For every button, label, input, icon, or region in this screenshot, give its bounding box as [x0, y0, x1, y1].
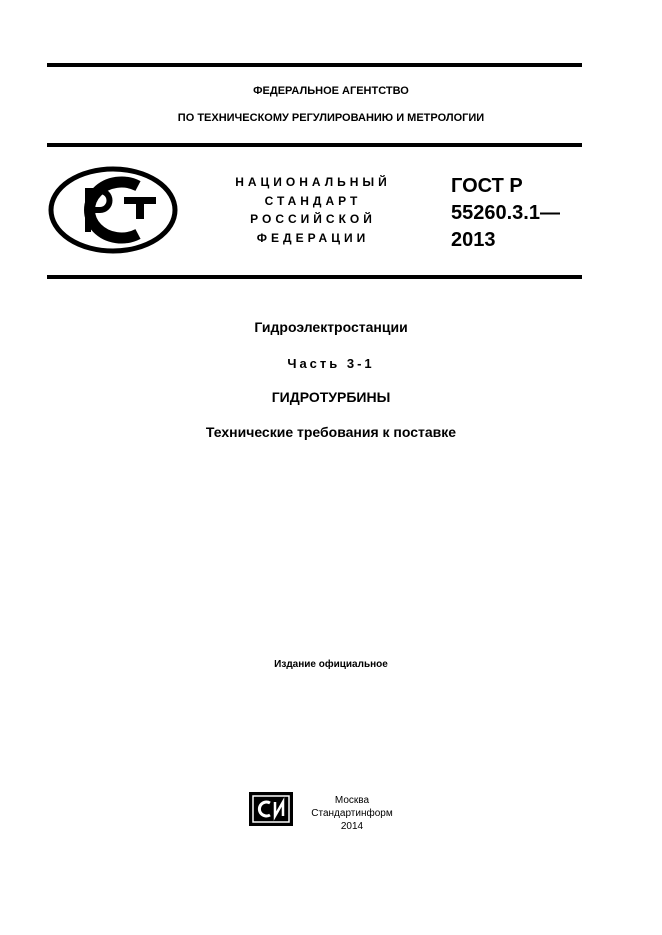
rst-logo-icon	[48, 166, 178, 254]
publisher-logo-icon	[249, 792, 293, 826]
standard-type-line: ФЕДЕРАЦИИ	[256, 230, 370, 245]
document-title: Гидроэлектростанции	[254, 319, 408, 335]
publisher-city: Москва	[334, 795, 370, 806]
designation-line: ГОСТ Р	[451, 175, 523, 197]
header-rule	[47, 143, 582, 147]
edition-label: Издание официальное	[274, 659, 388, 670]
agency-line-2: ПО ТЕХНИЧЕСКОМУ РЕГУЛИРОВАНИЮ И МЕТРОЛОГИИ	[177, 112, 485, 124]
title-rule	[47, 275, 582, 279]
document-subtitle: Технические требования к поставке	[205, 424, 457, 440]
publisher-name: Стандартинформ	[311, 808, 393, 819]
designation-line: 55260.3.1—	[451, 202, 560, 224]
standard-type-line: НАЦИОНАЛЬНЫЙ	[235, 175, 391, 189]
standard-type	[213, 173, 413, 247]
publisher-info	[300, 794, 404, 833]
top-rule	[47, 63, 582, 67]
publisher-year: 2014	[340, 821, 364, 832]
standard-designation	[451, 173, 560, 254]
standard-type-line: СТАНДАРТ	[264, 193, 362, 208]
designation-line: 2013	[451, 229, 496, 251]
standard-type-line: РОССИЙСКОЙ	[250, 212, 376, 226]
document-part: Часть 3-1	[287, 356, 375, 371]
agency-line-1: ФЕДЕРАЛЬНОЕ АГЕНТСТВО	[253, 85, 409, 97]
document-subject: ГИДРОТУРБИНЫ	[271, 389, 391, 405]
